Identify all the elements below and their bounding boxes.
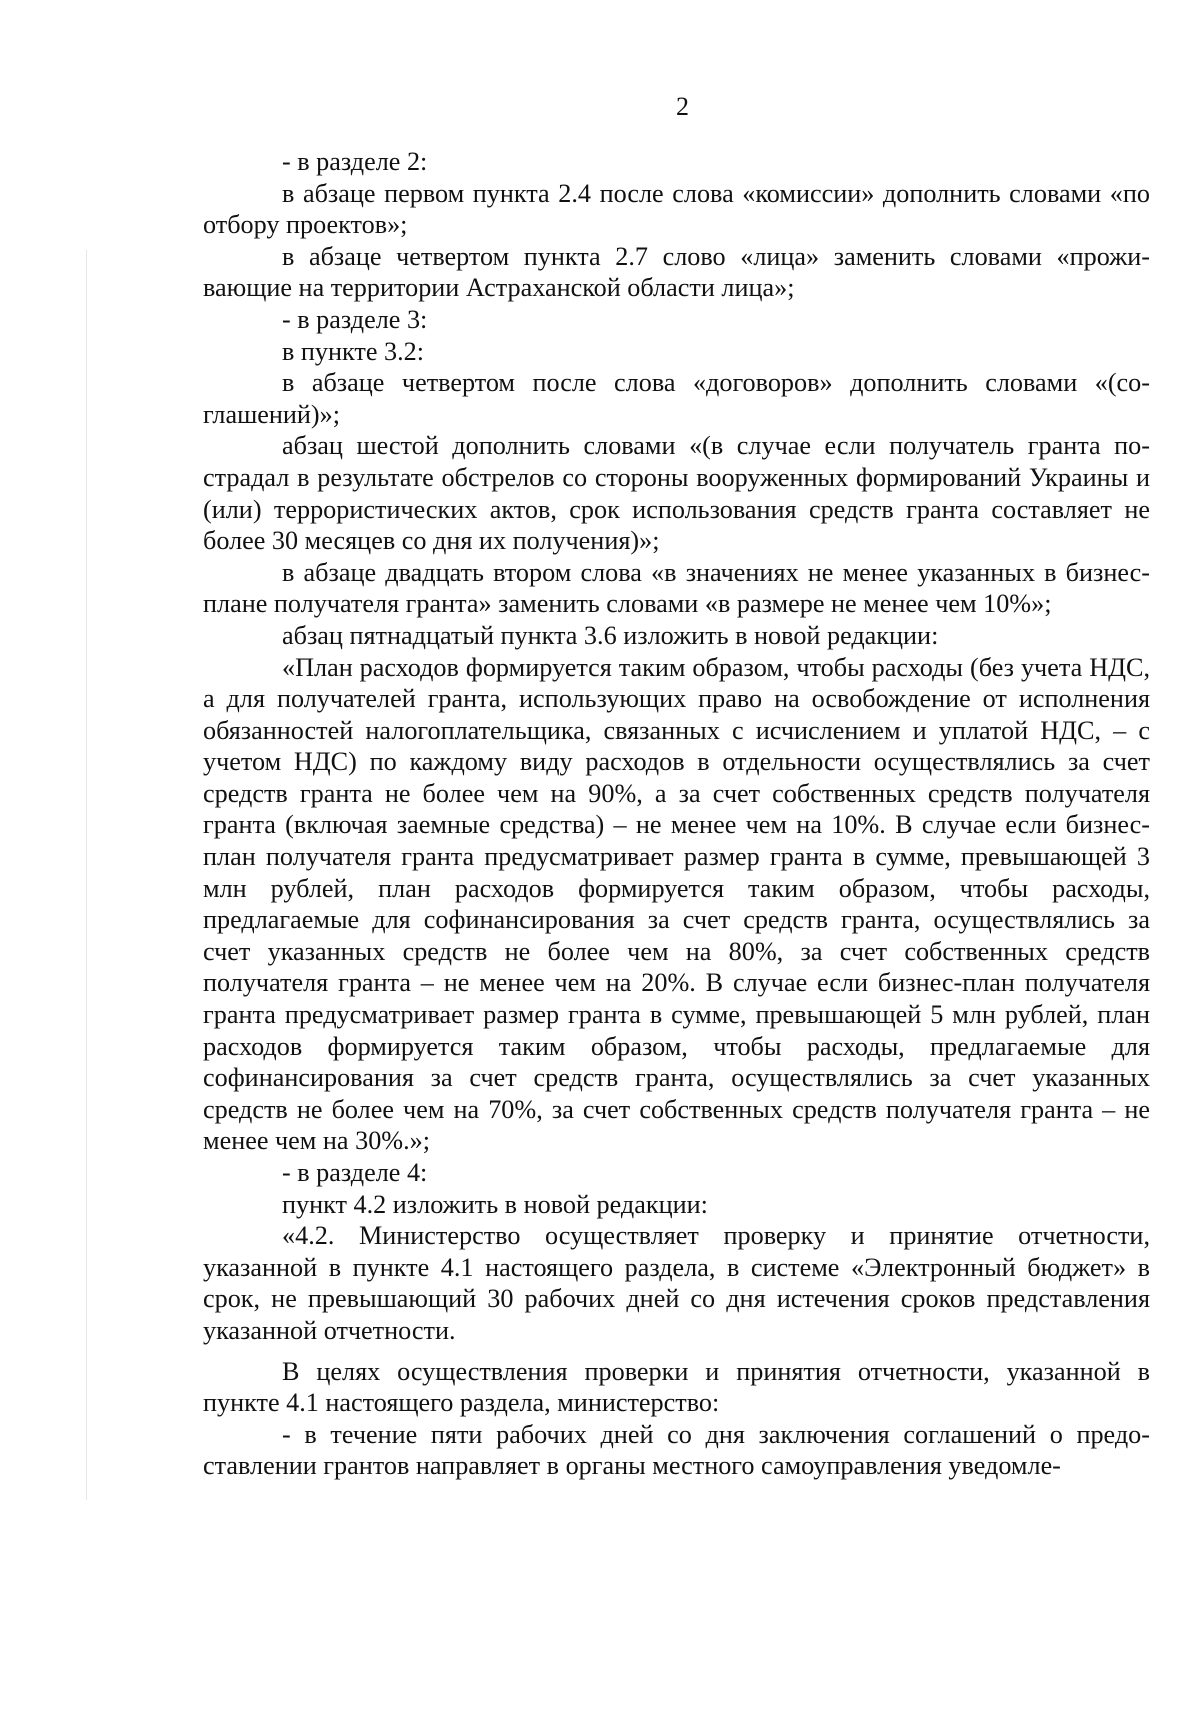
- paragraph: в абзаце двадцать втором слова «в значениях не менее указанных в бизнес-плане получателя гранта» заменить словами «в размере не менее чем 10%»;: [203, 557, 1150, 619]
- paragraph: - в разделе 2:: [282, 147, 428, 176]
- paragraph: в абзаце первом пункта 2.4 после слова «комиссии» дополнить словами «по отбору проектов»;: [203, 178, 1150, 240]
- paragraph: пункт 4.2 изложить в новой редакции:: [282, 1189, 708, 1219]
- paragraph: «План расходов формируется таким образом, чтобы расходы (без учета НДС, а для получателей гранта, использующих право на освобождение от исполнения обязанностей налогоплательщика, связанных с исчислением и уплатой НДС, – с учетом НДС) по каждому виду расходов в отдельности осуществлялись за счет средств гранта не более чем на 90%, а за счет собственных средств получателя гранта (включая заемные средства) – не менее чем на 10%. В случае если бизнес-план получателя гранта предусматривает размер гранта в сумме, превышающей 3 млн рублей, план расходов формируется таким образом, чтобы расходы, предлагаемые для софинансирования за счет средств гранта, осуществлялись за счет указанных средств не более чем на 80%, за счет собственных средств получателя гранта – не менее чем на 20%. В случае если бизнес-план получателя гранта предусматривает размер гранта в сумме, превышающей 5 млн рублей, план расходов формируется таким образом, чтобы расходы, предлагаемые для софинансирования за счет средств гранта, осуществлялись за счет указанных средств не более чем на 70%, за счет собственных средств получателя гранта – не менее чем на 30%.»;: [203, 652, 1150, 1156]
- scan-edge-line: [86, 250, 87, 1500]
- paragraph: «4.2. Министерство осуществляет проверку и принятие отчетности, указанной в пункте 4.1 настоящего раздела, в системе «Электронный бюджет» в срок, не превышающий 30 рабочих дней со дня истечения сроков представления указанной отчетности.: [203, 1221, 1150, 1345]
- document-body: [203, 146, 1150, 1482]
- paragraph: В целях осуществления проверки и принятия отчетности, указанной в пункте 4.1 настоящего раздела, министерство:: [203, 1356, 1150, 1418]
- paragraph: в пункте 3.2:: [282, 336, 425, 366]
- paragraph: в абзаце четвертом после слова «договоров» дополнить словами «(соглашений)»;: [203, 368, 1150, 429]
- paragraph: абзац пятнадцатый пункта 3.6 изложить в новой редакции:: [282, 620, 939, 650]
- page-number: 2: [676, 92, 689, 121]
- paragraph: - в разделе 3:: [282, 304, 428, 334]
- paragraph: - в разделе 4:: [282, 1158, 428, 1187]
- paragraph: абзац шестой дополнить словами «(в случае если получатель гранта пострадал в результате обстрелов со стороны вооруженных формирований Украины и (или) террористических актов, срок использования средств гранта составляет не более 30 месяцев со дня их получения)»;: [203, 431, 1150, 556]
- paragraph: - в течение пяти рабочих дней со дня заключения соглашений о предоставлении грантов направляет в органы местного самоуправления уведомле-: [203, 1419, 1150, 1481]
- paragraph: в абзаце четвертом пункта 2.7 слово «лица» заменить словами «проживающие на территории Астраханской области лица»;: [203, 241, 1150, 303]
